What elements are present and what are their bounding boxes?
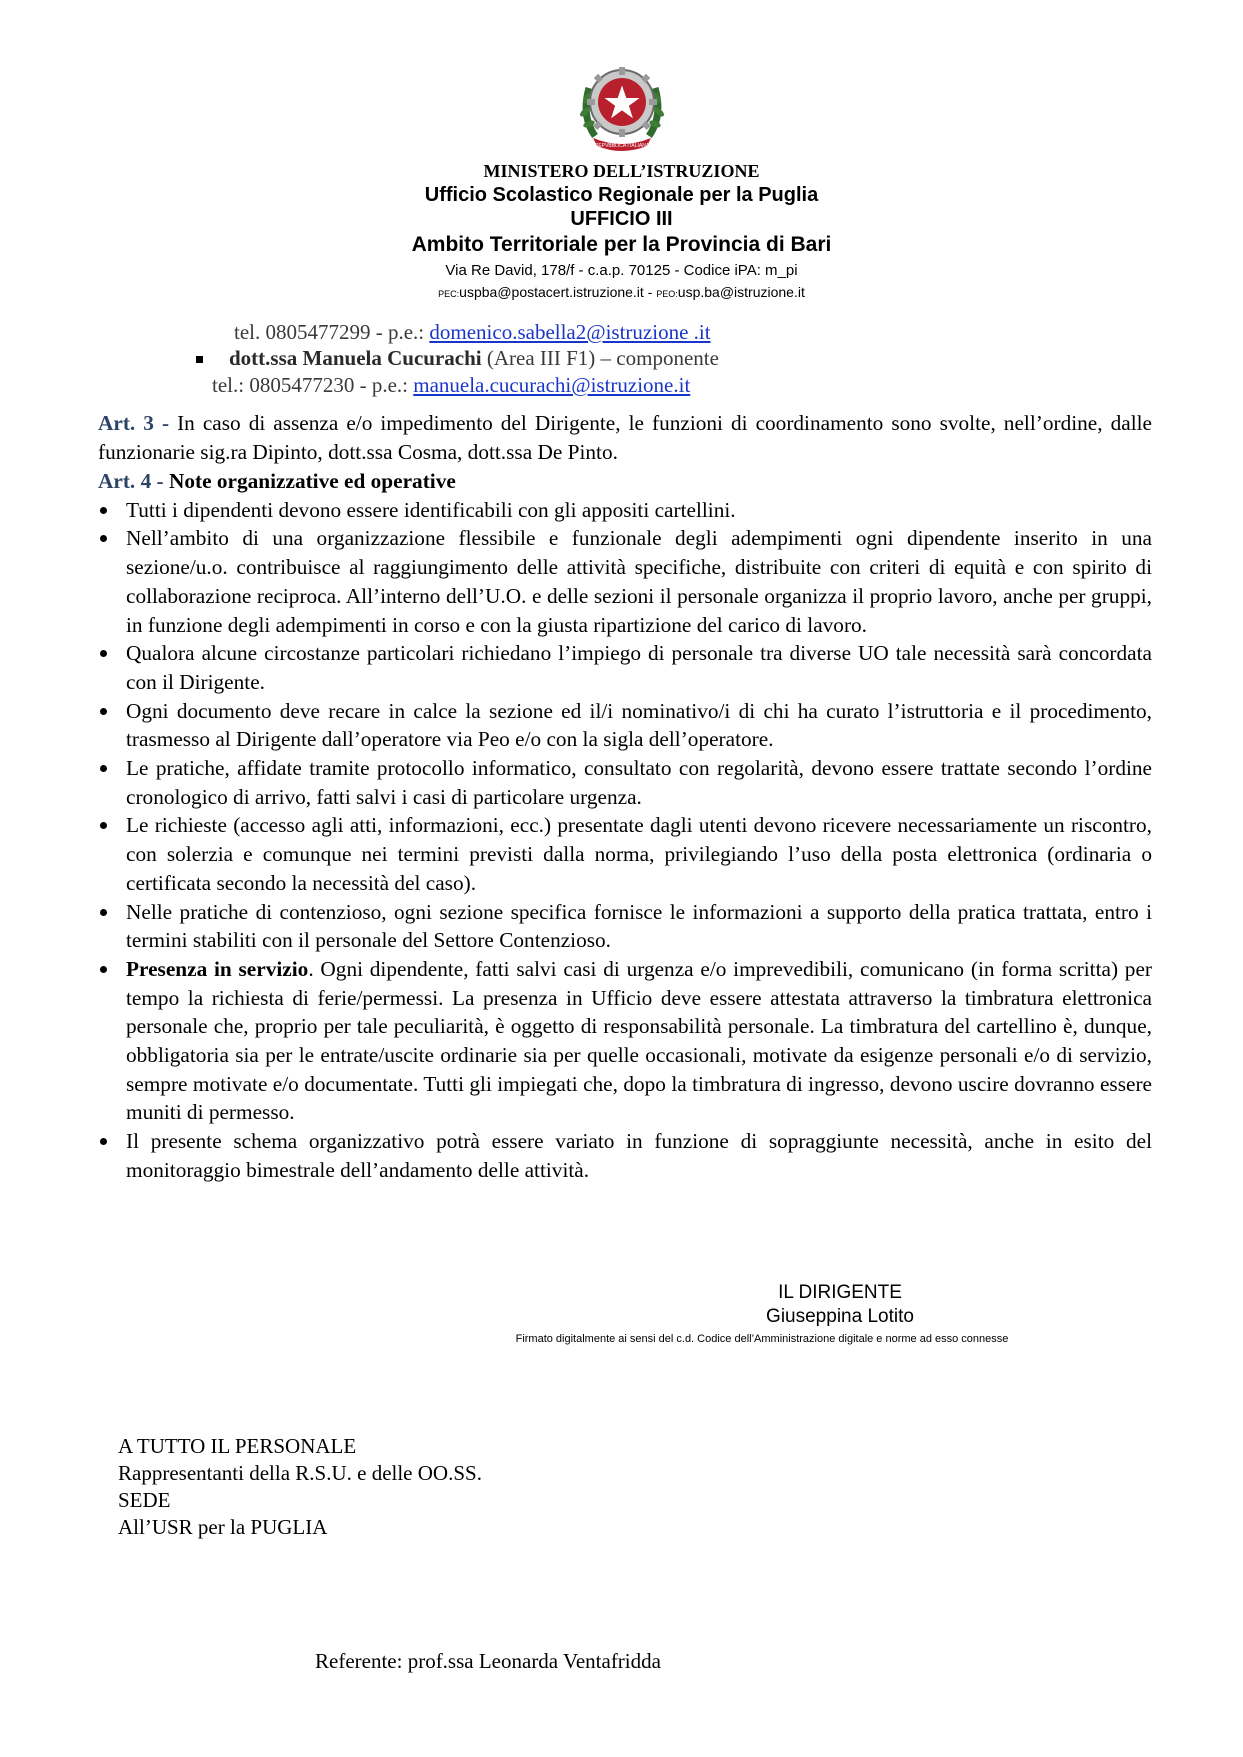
recipient-line: SEDE	[118, 1488, 171, 1512]
email-link-cucurachi[interactable]: manuela.cucurachi@istruzione.it	[413, 373, 691, 397]
pec-email: uspba@postacert.istruzione.it	[459, 284, 644, 300]
list-item: Nelle pratiche di contenzioso, ogni sezione specifica fornisce le informazioni a supporto della pratica trattata, entro i termini stabiliti con il personale del Settore Contenzioso.	[98, 898, 1152, 955]
person-name-cucurachi: dott.ssa Manuela Cucurachi	[229, 346, 482, 370]
signature-name: Giuseppina Lotito	[766, 1306, 914, 1327]
office-address: Via Re David, 178/f - c.a.p. 70125 - Codice iPA: m_pi	[445, 262, 798, 279]
list-item: Il presente schema organizzativo potrà essere variato in funzione di sopraggiunte necessità, anche in esito del monitoraggio bimestrale dell’andamento delle attività.	[98, 1127, 1152, 1184]
pec-label: PEC:	[438, 289, 460, 299]
recipient-line: Rappresentanti della R.S.U. e delle OO.SS.	[118, 1461, 482, 1485]
contact-phone-sabella: tel. 0805477299 - p.e.:	[234, 320, 430, 344]
regional-office-title: Ufficio Scolastico Regionale per la Puglia	[424, 184, 819, 206]
contact-line-cucurachi	[212, 371, 690, 399]
article-3-label: Art. 3	[98, 411, 154, 435]
list-item: Ogni documento deve recare in calce la sezione ed il/i nominativo/i di chi ha curato l’istruttoria e il procedimento, trasmesso al Dirigente dall’operatore via Peo e/o con la sigla dell’operatore.	[98, 697, 1152, 754]
contact-line-sabella	[234, 318, 711, 346]
list-item: Qualora alcune circostanze particolari richiedano l’impiego di personale tra diverse UO tale necessità sarà concordata con il Dirigente.	[98, 639, 1152, 696]
contact-person-cucurachi	[229, 344, 719, 372]
office-number-title: UFFICIO III	[570, 208, 673, 230]
signature-note: Firmato digitalmente ai sensi del c.d. Codice dell’Amministrazione digitale e norme ad esso connesse	[515, 1333, 1009, 1345]
article-3-text: In caso di assenza e/o impedimento del Dirigente, le funzioni di coordinamento sono svolte, nell’ordine, dalle funzionarie sig.ra Dipinto, dott.ssa Cosma, dott.ssa De Pinto.	[98, 411, 1152, 464]
square-bullet-icon	[196, 356, 203, 363]
presence-label: Presenza in servizio	[126, 956, 309, 981]
recipient-line: A TUTTO IL PERSONALE	[118, 1434, 357, 1458]
article-4: Art. 4 - Note organizzative ed operative Tutti i dipendenti devono essere identificabili con gli appositi cartellini. Nell’ambito di una organizzazione flessibile e funzionale degli adempimenti ogni dipendente inserito in una sezione/u.o. contribuisce al raggiungimento delle attività specifiche, distribuite con criteri di equità e con spirito di collaborazione reciproca. All’interno dell’U.O. e delle sezioni il personale organizza il proprio lavoro, anche per gruppi, in funzione degli adempimenti in corso e con la giusta ripartizione del carico di lavoro. Qualora alcune circostanze particolari richiedano l’impiego di personale tra diverse UO tale necessità sarà concordata con il Dirigente. Ogni documento deve recare in calce la sezione ed il/i nominativo/i di chi ha curato l’istruttoria e il procedimento, trasmesso al Dirigente dall’operatore via Peo e/o con la sigla dell’operatore. Le pratiche, affidate tramite protocollo informatico, consultato con regolarità, devono essere trattate secondo l’ordine cronologico di arrivo, fatti salvi i casi di particolare urgenza. Le richieste (accesso agli atti, informazioni, ecc.) presentate dagli utenti devono ricevere necessariamente un riscontro, con solerzia e comunque nei termini previsti dalla norma, privilegiando l’uso della posta elettronica (ordinaria o certificata secondo la necessità del caso). Nelle pratiche di contenzioso, ogni sezione specifica fornisce le informazioni a supporto della pratica trattata, entro i termini stabiliti con il personale del Settore Contenzioso. Presenza in servizio. Ogni dipendente, fatti salvi casi di urgenza e/o imprevedibili, comunicano (in forma scritta) per tempo la richiesta di ferie/permessi. La presenza in Ufficio deve essere attestata attraverso la timbratura elettronica personale che, proprio per tale peculiarità, è oggetto di responsabilità personale. La timbratura del cartellino è, dunque, obbligatoria sia per le entrate/uscite ordinarie sia per quelle occasionali, motivate da esigenze personali e/o di servizio, sempre motivate e/o documentate. Tutti gli impiegati che, dopo la timbratura di ingresso, devono uscire dovranno essere muniti di permesso. Il presente schema organizzativo potrà essere variato in funzione di sopraggiunte necessità, anche in esito del monitoraggio bimestrale dell’andamento delle attività.	[98, 467, 1152, 1185]
list-item: Le richieste (accesso agli atti, informazioni, ecc.) presentate dagli utenti devono ricevere necessariamente un riscontro, con solerzia e comunque nei termini previsti dalla norma, privilegiando l’uso della posta elettronica (ordinaria o certificata secondo la necessità del caso).	[98, 811, 1152, 897]
article-4-title: Note organizzative ed operative	[168, 469, 456, 493]
contact-phone-cucurachi: tel.: 0805477230 - p.e.:	[212, 373, 414, 397]
emblem-ribbon-text: REPVBBLICA ITALIANA	[594, 143, 650, 149]
presence-text: . Ogni dipendente, fatti salvi casi di urgenza e/o imprevedibili, comunicano (in forma scritta) per tempo la richiesta di ferie/permessi. La presenza in Ufficio deve essere attestata attraverso la timbratura elettronica personale che, proprio per tale peculiarità, è oggetto di responsabilità personale. La timbratura del cartellino è, dunque, obbligatoria sia per le entrate/uscite ordinarie sia per quelle occasionali, motivate da esigenze personali e/o di servizio, sempre motivate e/o documentate. Tutti gli impiegati che, dopo la timbratura di ingresso, devono uscire dovranno essere muniti di permesso.	[126, 956, 1153, 1125]
referent: Referente: prof.ssa Leonarda Ventafridda	[315, 1649, 661, 1673]
email-link-sabella[interactable]: domenico.sabella2@istruzione .it	[429, 320, 711, 344]
ministry-title: MINISTERO DELL’ISTRUZIONE	[483, 161, 760, 181]
peo-email: usp.ba@istruzione.it	[677, 284, 805, 300]
person-role-cucurachi: (Area III F1) – componente	[481, 346, 719, 370]
peo-label: PEO:	[656, 289, 678, 299]
territorial-area-title: Ambito Territoriale per la Provincia di Bari	[411, 233, 832, 256]
article-3: Art. 3 - In caso di assenza e/o impedimento del Dirigente, le funzioni di coordinamento sono svolte, nell’ordine, dalle funzionarie sig.ra Dipinto, dott.ssa Cosma, dott.ssa De Pinto.	[98, 411, 1152, 464]
article-4-list	[98, 496, 1152, 1185]
recipient-line: All’USR per la PUGLIA	[118, 1515, 328, 1539]
italian-republic-emblem-icon	[575, 58, 669, 154]
signature-title: IL DIRIGENTE	[778, 1282, 902, 1303]
list-item-presence	[98, 955, 1152, 1127]
office-emails: PEC:uspba@postacert.istruzione.it - PEO:usp.ba@istruzione.it	[438, 284, 805, 300]
list-item: Nell’ambito di una organizzazione flessibile e funzionale degli adempimenti ogni dipendente inserito in una sezione/u.o. contribuisce al raggiungimento delle attività specifiche, distribuite con criteri di equità e con spirito di collaborazione reciproca. All’interno dell’U.O. e delle sezioni il personale organizza il proprio lavoro, anche per gruppi, in funzione degli adempimenti in corso e con la giusta ripartizione del carico di lavoro.	[98, 524, 1152, 639]
list-item: Le pratiche, affidate tramite protocollo informatico, consultato con regolarità, devono essere trattate secondo l’ordine cronologico di arrivo, fatti salvi i casi di particolare urgenza.	[98, 754, 1152, 811]
article-4-label: Art. 4	[98, 469, 152, 493]
list-item: Tutti i dipendenti devono essere identificabili con gli appositi cartellini.	[98, 496, 1152, 525]
